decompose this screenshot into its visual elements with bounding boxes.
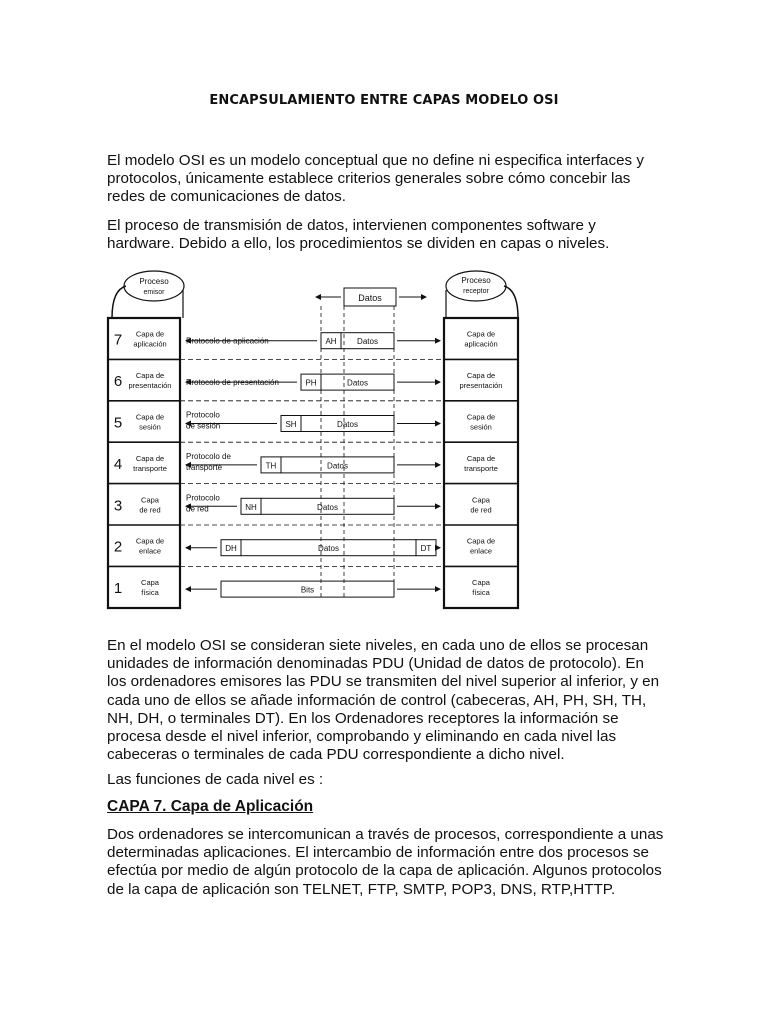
protocol-label: Protocolo [186,410,220,420]
sender-layer-name: física [141,588,159,598]
sender-layer-name: Capa [141,495,159,505]
receiver-layer-name: Capa de [466,453,496,463]
receiver-layer-name: Capa de [466,536,496,546]
sender-layer-name: aplicación [133,339,167,349]
protocol-label: Protocolo de presentación [186,378,279,388]
data-label: Datos [337,420,358,429]
sender-layer-name: Capa de [135,371,165,381]
application-layer-paragraph: Dos ordenadores se intercomunican a través de procesos, correspondiente a unas determinadas aplicaciones. El intercambio de información entre dos procesos se efectúa por medio de algún protocolo de la capa de aplicación. Algunos protocolos de la capa de aplicación son TELNET, FTP, SMTP, POP3, DNS, RTP,HTTP. [107,826,664,898]
layer-number: 5 [113,414,123,432]
protocol-label: Protocolo [186,493,220,503]
protocol-label: de red [186,504,209,514]
sender-process-label: Proceso [139,277,169,286]
osi-encapsulation-diagram [106,268,522,624]
receiver-layer-name: Capa de [466,329,496,339]
receiver-layer-name: sesión [470,422,492,432]
layer-number: 1 [113,580,123,598]
header-label: TH [265,461,277,471]
protocol-label: Protocolo de [186,451,231,461]
header-label: SH [285,420,297,429]
protocol-label: de sesión [186,421,221,431]
sender-layer-name: sesión [139,422,161,432]
protocol-label: transporte [186,462,223,472]
data-label: Datos [317,502,338,512]
data-label: Datos [327,461,348,471]
receiver-layer-name: transporte [464,463,498,473]
layer-number: 2 [113,538,123,556]
section-heading: CAPA 7. Capa de Aplicación [107,798,314,815]
layer-number: 3 [113,497,123,515]
receiver-layer-name: aplicación [464,339,498,349]
receiver-process-label: receptor [463,288,489,295]
sender-layer-name: Capa de [135,412,165,422]
layer-number: 7 [113,331,123,349]
protocol-label: Protocolo de aplicación [186,336,269,346]
receiver-layer-name: Capa de [466,412,496,422]
receiver-layer-name: Capa [472,495,490,505]
sender-layer-name: enlace [138,546,162,556]
receiver-layer-name: de red [470,505,492,515]
receiver-process-label: Proceso [461,276,491,285]
header-label: PH [305,378,317,388]
receiver-layer-name: Capa [472,578,490,588]
data-label: Bits [300,585,315,595]
layer-number: 6 [113,373,123,391]
process-paragraph: El proceso de transmisión de datos, intervienen componentes software y hardware. Debido a ello, los procedimientos se dividen en capas o niveles. [107,217,610,253]
header-label: AH [325,337,337,347]
sender-process-ellipse [124,271,184,301]
page-title: ENCAPSULAMIENTO ENTRE CAPAS MODELO OSI [209,93,559,108]
sender-layer-name: Capa de [135,453,165,463]
sender-layer-name: Capa de [135,536,165,546]
receiver-layer-name: Capa de [466,371,496,381]
receiver-layer-name: física [472,588,490,598]
trailer-label: DT [420,544,432,554]
sender-layer-name: presentación [128,381,172,391]
receiver-layer-name: presentación [459,381,503,391]
data-label: Datos [318,544,339,554]
data-label: Datos [347,378,368,388]
sender-layer-name: Capa [141,578,159,588]
sender-layer-name: transporte [133,463,167,473]
sender-process-label: emisor [143,289,165,296]
sender-layer-name: Capa de [135,329,165,339]
intro-paragraph: El modelo OSI es un modelo conceptual que no define ni especifica interfaces y protocolos, únicamente establece criterios generales sobre cómo concebir las redes de comunicaciones de datos. [107,152,644,206]
header-label: NH [245,502,257,512]
sender-layer-name: de red [139,505,161,515]
functions-paragraph: Las funciones de cada nivel es : [107,771,324,788]
top-data-label: Datos [358,293,382,303]
data-label: Datos [357,337,378,347]
header-label: DH [225,544,237,554]
receiver-layer-name: enlace [469,546,493,556]
pdu-paragraph: En el modelo OSI se consideran siete niveles, en cada uno de ellos se procesan unidades de información denominadas PDU (Unidad de datos de protocolo). En los ordenadores emisores las PDU se transmiten del nivel superior al inferior, y en cada uno de ellos se añade información de control (cabeceras, AH, PH, SH, TH, NH, DH, o terminales DT). En los Ordenadores receptores la información se procesa desde el nivel inferior, comprobando y eliminando en cada nivel las cabeceras o terminales de cada PDU correspondiente a dicho nivel. [107,637,660,764]
layer-number: 4 [113,455,123,473]
